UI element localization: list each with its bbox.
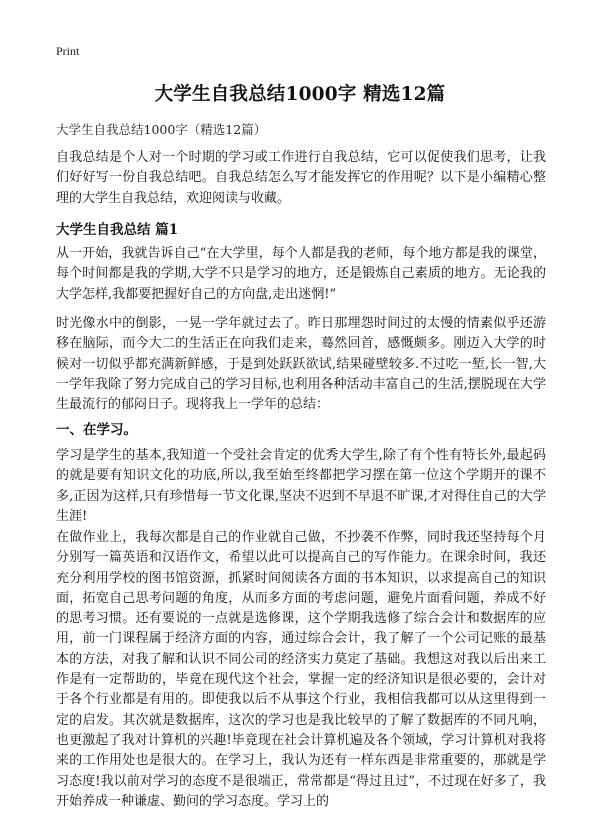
subsection-heading: 一、在学习。 (56, 422, 137, 438)
paragraph-4: 在做作业上，我每次都是自己的作业就自己做，不抄袭不作弊，同时我还坚持每个月分别写一篇英语和汉语作文，希望以此可以提高自己的写作能力。在课余时间，我还充分利用学校的图书馆资源，抓紧时间阅读各方面的书本知识，以求提高自己的知识面，拓宽自己思考问题的角度，从而多方面的考虑问题，避免片面看问题，养成不好的思考习惯。还有要说的一点就是选修课，这个学期我选修了综合会计和数据库的应用，前一门课程属于经济方面的内容，通过综合会计，我了解了一个公司记账的最基本的方法，对我了解和认识不同公司的经济实力莫定了基础。我想这对我以后出来工作是有一定帮助的，毕竟在现代这个社会，掌握一定的经济知识是很必要的，会计对于各个行业都是有用的。即使我以后不从事这个行业，我相信我都可以从这里得到一定的启发。其次就是数据库，这次的学习也是我比较早的了解了数据库的不同凡响，也更激起了我对计算机的兴趣!毕竟现在社会计算机遍及各个领域，学习计算机对我将来的工作用处也是很大的。在学习上，我认为还有一样东西是非常重要的，那就是学习态度!我以前对学习的态度不是很端正，常常都是“得过且过”，不过现在好多了，我开始养成一种谦虚、勤问的学习态度。学习上的 (56, 530, 546, 809)
intro-paragraph: 自我总结是个人对一个时期的学习或工作进行自我总结，它可以促使我们思考，让我们好好写一份自我总结吧。自我总结怎么写才能发挥它的作用呢？以下是小编精心整理的大学生自我总结，欢迎阅读与收藏。 (56, 150, 546, 206)
paragraph-3: 学习是学生的基本,我知道一个受社会肯定的优秀大学生,除了有个性有特长外,最起码的就是要有知识文化的功底,所以,我至始至终都把学习摆在第一位这个学期开的课不多,正因为这样,只有珍惜每一节文化课,坚决不迟到不早退不旷课,才对得住自己的大学生涯! (56, 448, 546, 524)
paragraph-2: 时光像水中的倒影，一晃一学年就过去了。昨日那埋怨时间过的太慢的情素似乎还游移在脑际，而今大二的生活正在向我们走来，蓦然回首，感慨颇多。刚迈入大学的时候对一切似乎都充满新鲜感，于是到处跃跃欲试,结果碰壁较多.不过吃一堑,长一智,大一学年我除了努力完成自己的学习目标,也利用各种活动丰富自己的生活,摆脱现在大学生最流行的郁闷日子。现将我上一学年的总结： (56, 316, 546, 413)
section-heading: 大学生自我总结 篇1 (56, 222, 179, 238)
print-label: Print (56, 44, 80, 58)
page-title: 大学生自我总结1000字 精选12篇 (154, 84, 446, 105)
document-subtitle: 大学生自我总结1000字（精选12篇） (56, 122, 267, 137)
paragraph-1: 从一开始，我就告诉自己“在大学里，每个人都是我的老师，每个地方都是我的课堂，每个时间都是我的学期,大学不只是学习的地方，还是锻炼自己素质的地方。无论我的大学怎样,我都要把握好自己的方向盘,走出迷惘!” (56, 246, 546, 302)
